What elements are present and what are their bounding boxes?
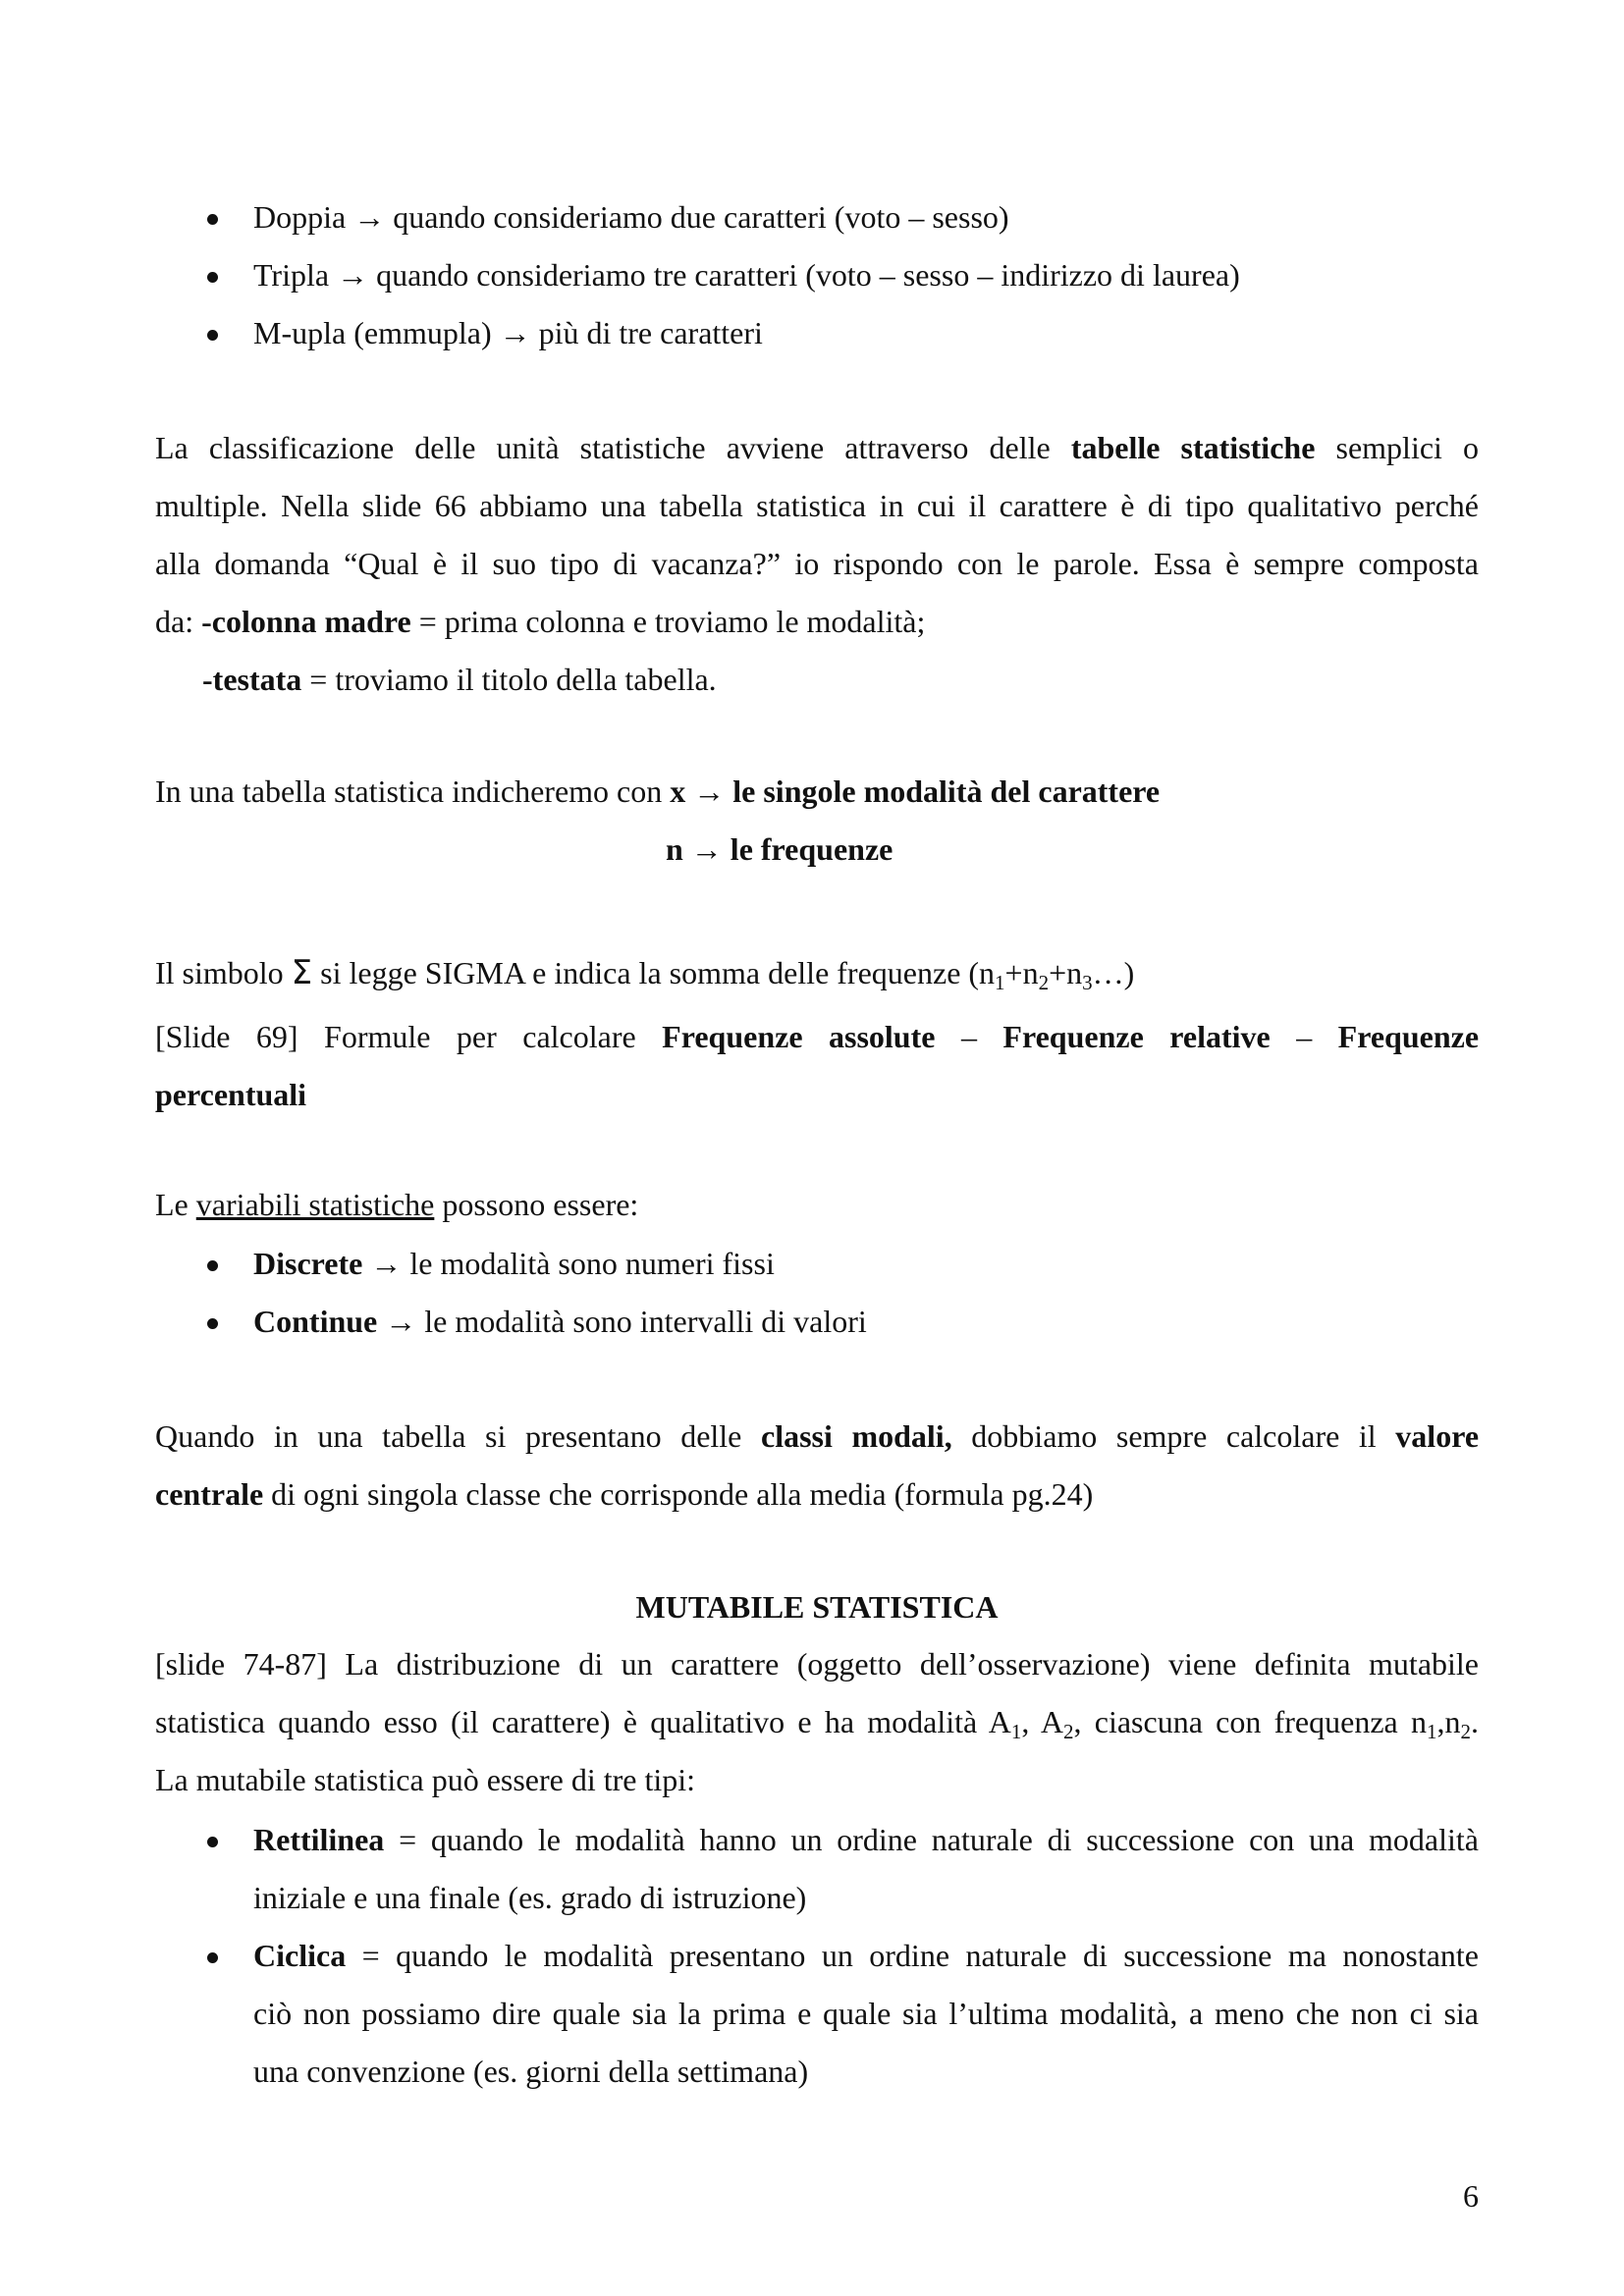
arrow-icon: → — [337, 257, 369, 293]
arrow-icon: → — [385, 1304, 417, 1339]
list-item: M-upla (emmupla) → più di tre caratteri — [155, 304, 1479, 362]
paragraph-sigma: Il simbolo Σ si legge SIGMA e indica la somma delle frequenze $(n_1+n_2+n_3\dots)$ — [155, 953, 1135, 994]
paragraph-mutabile: [slide 74-87] La distribuzione di un carattere (oggetto dell’osservazione) viene definita mutabile statistica quando esso (il carattere) è qualitativo e ha modalità $A_1$, $A_2$, ciascuna con frequenza $n_1,n_2$. La mutabile statistica può essere di tre tipi: — [155, 1646, 1480, 1797]
paragraph-classificazione: La classificazione delle unità statistiche avviene attraverso delle tabelle statistiche semplici o multiple. Nella slide 66 abbiamo una tabella statistica in cui il carattere è di tipo qualitativo perché alla domanda “Qual è il suo tipo di vacanza?” io rispondo con le parole. Essa è sempre composta da: -colonna madre = prima colonna e troviamo le modalità; -testata = troviamo il titolo della tabella. — [155, 430, 1480, 697]
sigma-symbol: Σ — [291, 953, 313, 992]
arrow-icon: → — [499, 315, 531, 350]
section-title: MUTABILE STATISTICA — [635, 1589, 999, 1625]
list-item: Rettilinea = quando le modalità hanno un ordine naturale di successione con una modalità iniziale e una finale (es. grado di istruzione) — [155, 1811, 1479, 1927]
list-item: Doppia → quando consideriamo due caratteri (voto – sesso) — [155, 188, 1479, 246]
page-number: 6 — [1463, 2178, 1479, 2214]
arrow-icon: → — [370, 1246, 403, 1281]
paragraph-slide69: [Slide 69] Formule per calcolare Frequenze assolute – Frequenze relative – Frequenze percentuali — [155, 1019, 1480, 1112]
arrow-icon: → — [693, 774, 726, 809]
arrow-icon: → — [690, 831, 723, 867]
list-item: Discrete → le modalità sono numeri fissi — [155, 1235, 1479, 1293]
bullet-list-mutabile — [155, 1811, 1479, 2101]
bullet-list-variabili — [155, 1235, 1479, 1351]
paragraph-classi-modali: Quando in una tabella si presentano delle classi modali, dobbiamo sempre calcolare il valore centrale di ogni singola classe che corrisponde alla media (formula pg.24) — [155, 1418, 1480, 1512]
list-item: Ciclica = quando le modalità presentano un ordine naturale di successione ma nonostante ciò non possiamo dire quale sia la prima e quale sia l’ultima modalità, a meno che non ci sia una convenzione (es. giorni della settimana) — [155, 1927, 1479, 2101]
paragraph-indicheremo: In una tabella statistica indicheremo con x → le singole modalità del carattere n → le frequenze — [155, 774, 1161, 867]
paragraph-variabili: Le variabili statistiche possono essere: — [155, 1187, 639, 1222]
list-item: Continue → le modalità sono intervalli di valori — [155, 1293, 1479, 1351]
bullet-list-tipi-tabella — [155, 188, 1479, 362]
arrow-icon: → — [353, 199, 386, 235]
list-item: Tripla → quando consideriamo tre caratteri (voto – sesso – indirizzo di laurea) — [155, 246, 1479, 304]
